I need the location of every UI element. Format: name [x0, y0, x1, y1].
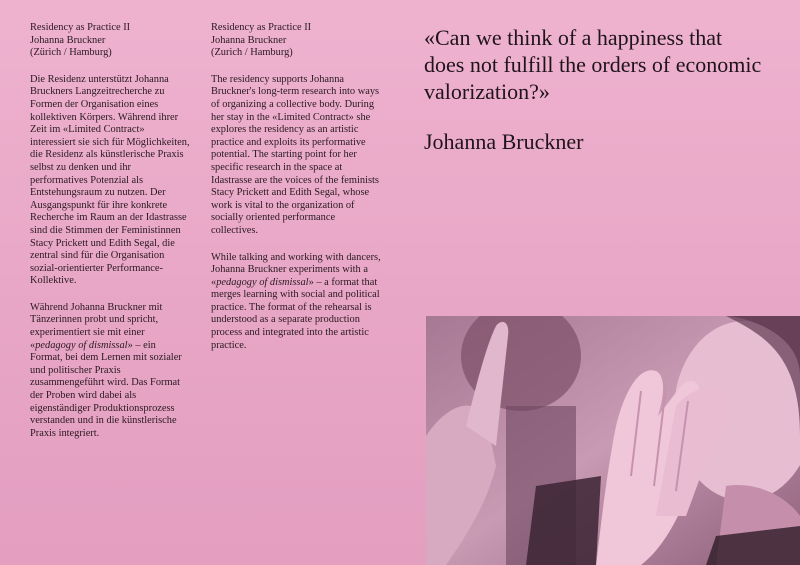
heading-title: Residency as Practice II: [30, 22, 131, 33]
performance-photo: [426, 316, 800, 565]
dancers-hands-image: [426, 316, 800, 565]
german-column: [30, 22, 190, 454]
german-paragraph-1: Die Residenz unterstützt Johanna Bruckners Langzeitrecherche zu Formen der Organisation eines kollektiven Körpers. Während ihrer Zeit im «Limited Contract» interessiert sie sich für Möglichkeiten, die Residenz als künstlerische Praxis selbst zu denken und ihr performatives Potenzial als Entstehungsraum zu nutzen. Der Ausgangspunkt für ihre konkrete Recherche im Raum an der Idastrasse sind die Stimmen der Feministinnen Stacy Prickett und Edith Segal, die zentral sind für die Organisation sozial-orientierter Performance-Kollektive.: [30, 73, 190, 287]
heading-location: (Zurich / Hamburg): [211, 47, 293, 59]
german-paragraph-2: Während Johanna Bruckner mit Tänzerinnen probt und spricht, experimentiert sie mit einer «pedagogy of dismissal» – ein Format, bei dem Lernen mit sozialer und politischer Praxis zusammengeführt wird. Das Format der Proben wird dabei als eigenständiger Produktionsprozess verstanden und in die künstlerische Praxis integriert.: [30, 301, 182, 439]
pull-quote: «Can we think of a happiness that does not fulfill the orders of economic valorization?»: [424, 25, 762, 104]
quote-author: Johanna Bruckner: [424, 129, 584, 154]
english-paragraph-2: While talking and working with dancers, Johanna Bruckner experiments with a «pedagogy of dismissal» – a format that merges learning with social and political practice. The format of the rehearsal is understood as a separate production process and integrated into the artistic practice.: [211, 251, 381, 351]
heading-location: (Zürich / Hamburg): [30, 47, 112, 59]
english-paragraph-1: The residency supports Johanna Bruckner's long-term research into ways of organizing a collective body. During her stay in the «Limited Contract» she explores the residency as an artistic practice and exploits its performative potential. The starting point for her specific research in the space at Idastrasse are the voices of the feminists Stacy Prickett and Edith Segal, whose work is vital to the organization of socially oriented performance collectives.: [211, 73, 380, 236]
english-heading: [211, 22, 381, 60]
heading-title: Residency as Practice II: [211, 22, 312, 33]
english-column: [211, 22, 381, 366]
heading-artist: Johanna Bruckner: [30, 34, 106, 46]
german-heading: [30, 22, 190, 60]
heading-artist: Johanna Bruckner: [211, 34, 287, 46]
